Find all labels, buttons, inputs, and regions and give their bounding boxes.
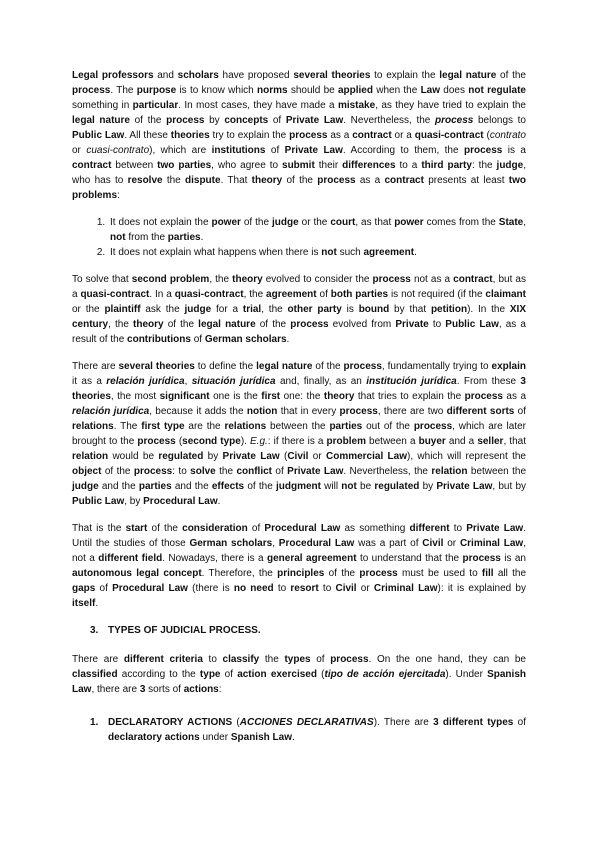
section-title: TYPES OF JUDICIAL PROCESS. [108, 625, 261, 636]
section-heading [72, 623, 526, 638]
item-number: 1. [90, 717, 99, 728]
paragraph-relacion-juridica: There are several theories to define the legal nature of the process, fundamentally trying to explain it as a relación jurídica, situación jurídica and, finally, as an institución jurídica. From these 3 theories, the most significant one is the first one: the theory that tries to explain the process as a relación jurídica, because it adds the notion that in every process, there are two different sorts of relations. The first type are the relations between the parties out of the process, which are later brought to the process (second type). E.g.: if there is a problem between a buyer and a seller, that relation would be regulated by Private Law (Civil or Commercial Law), which will represent the object of the process: to solve the conflict of Private Law. Nevertheless, the relation between the judge and the parties and the effects of the judgment will not be regulated by Private Law, but by Public Law, by Procedural Law. [72, 361, 527, 507]
section-number: 3. [90, 625, 99, 636]
list-item: 2. It does not explain what happens when there is not such agreement. [108, 245, 526, 260]
item-text: DECLARATORY ACTIONS (ACCIONES DECLARATIVAS). There are 3 different types of declaratory actions under Spanish Law. [108, 717, 526, 743]
paragraph-criteria: There are different criteria to classify the types of process. On the one hand, they can be classified according to the type of action exercised (tipo de acción ejercitada). Under Spanish Law, there are 3 sorts of actions: [72, 654, 526, 695]
paragraph-procedural-law: That is the start of the consideration of Procedural Law as something different to Private Law. Until the studies of those German scholars, Procedural Law was a part of Civil or Criminal Law, not a different field. Nowadays, there is a general agreement to understand that the process is an autonomous legal concept. Therefore, the principles of the process must be used to fill all the gaps of Procedural Law (there is no need to resort to Civil or Criminal Law): it is explained by itself. [72, 523, 527, 609]
problems-list [72, 215, 526, 260]
paragraph-quasi-contract: To solve that second problem, the theory evolved to consider the process not as a contract, but as a quasi-contract. In a quasi-contract, the agreement of both parties is not required (if the claimant or the plaintiff ask the judge for a trial, the other party is bound by that petition). In the XIX century, the theory of the legal nature of the process evolved from Private to Public Law, as a result of the contributions of German scholars. [72, 274, 527, 345]
declaratory-actions-item [72, 715, 526, 745]
paragraph-legal-nature: Legal professors and scholars have proposed several theories to explain the legal nature of the process. The purpose is to know which norms should be applied when the Law does not regulate something in particular. In most cases, they have made a mistake, as they have tried to explain the legal nature of the process by concepts of Private Law. Nevertheless, the process belongs to Public Law. All these theories try to explain the process as a contract or a quasi-contract (contrato or cuasi-contrato), which are institutions of Private Law. According to them, the process is a contract between two parties, who agree to submit their differences to a third party: the judge, who has to resolve the dispute. That theory of the process as a contract presents at least two problems: [72, 70, 526, 201]
list-item: 1. It does not explain the power of the judge or the court, as that power comes from the State, not from the parties. [108, 215, 526, 245]
document-page [72, 68, 526, 745]
